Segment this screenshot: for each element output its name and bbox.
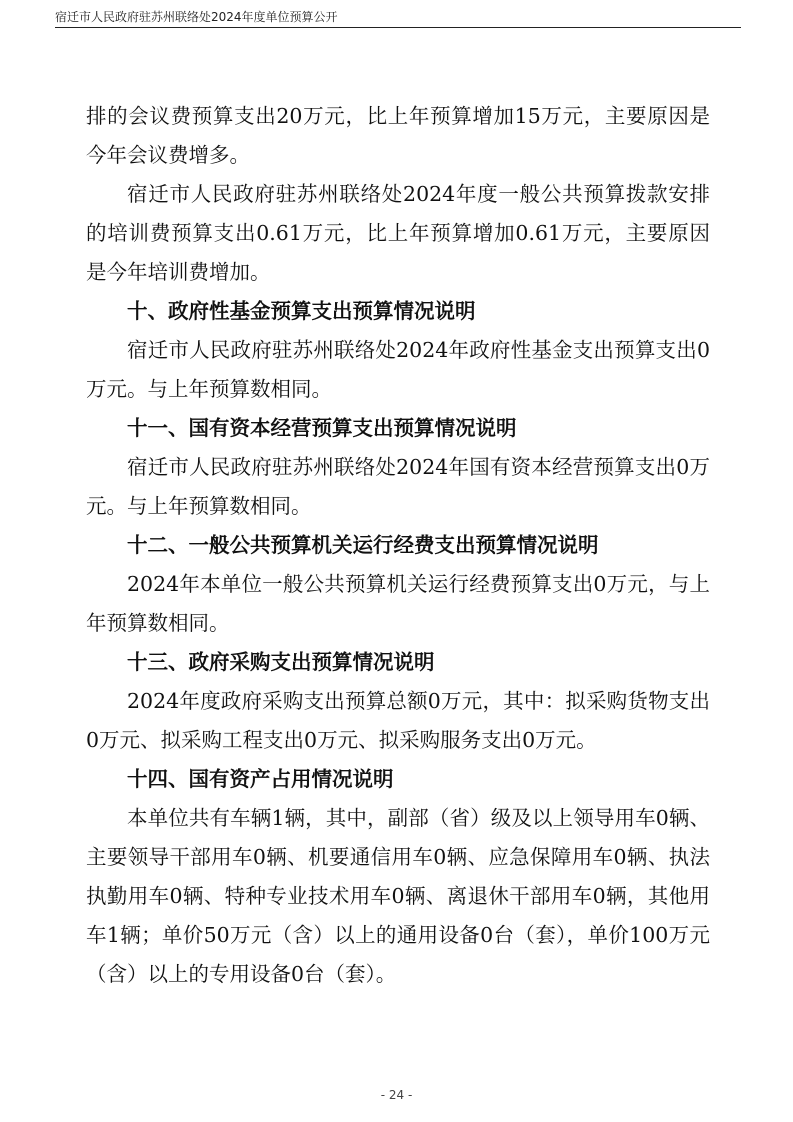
paragraph-section-11: 宿迁市人民政府驻苏州联络处2024年国有资本经营预算支出0万元。与上年预算数相同。: [86, 455, 710, 518]
header-divider: [55, 27, 741, 28]
paragraph-section-12: 2024年本单位一般公共预算机关运行经费预算支出0万元，与上年预算数相同。: [86, 572, 710, 635]
heading-section-13: 十三、政府采购支出预算情况说明: [127, 650, 435, 674]
running-header: 宿迁市人民政府驻苏州联络处2024年度单位预算公开: [55, 10, 338, 24]
heading-section-10: 十、政府性基金预算支出预算情况说明: [127, 299, 476, 323]
document-body: [86, 97, 710, 994]
paragraph-section-10: 宿迁市人民政府驻苏州联络处2024年政府性基金支出预算支出0万元。与上年预算数相同。: [86, 338, 710, 401]
paragraph-section-14: 本单位共有车辆1辆，其中，副部（省）级及以上领导用车0辆、主要领导干部用车0辆、机要通信用车0辆、应急保障用车0辆、执法执勤用车0辆、特种专业技术用车0辆、离退休干部用车0辆，其他用车1辆；单价50万元（含）以上的通用设备0台（套），单价100万元（含）以上的专用设备0台（套）。: [86, 806, 710, 986]
paragraph-meeting-fee: 排的会议费预算支出20万元，比上年预算增加15万元，主要原因是今年会议费增多。: [86, 104, 710, 167]
paragraph-section-13: 2024年度政府采购支出预算总额0万元，其中：拟采购货物支出0万元、拟采购工程支出0万元、拟采购服务支出0万元。: [86, 689, 710, 752]
page-number: - 24 -: [380, 1088, 413, 1102]
heading-section-14: 十四、国有资产占用情况说明: [127, 767, 394, 791]
heading-section-12: 十二、一般公共预算机关运行经费支出预算情况说明: [127, 533, 599, 557]
heading-section-11: 十一、国有资本经营预算支出预算情况说明: [127, 416, 517, 440]
paragraph-training-fee: 宿迁市人民政府驻苏州联络处2024年度一般公共预算拨款安排的培训费预算支出0.61万元，比上年预算增加0.61万元，主要原因是今年培训费增加。: [86, 182, 710, 284]
